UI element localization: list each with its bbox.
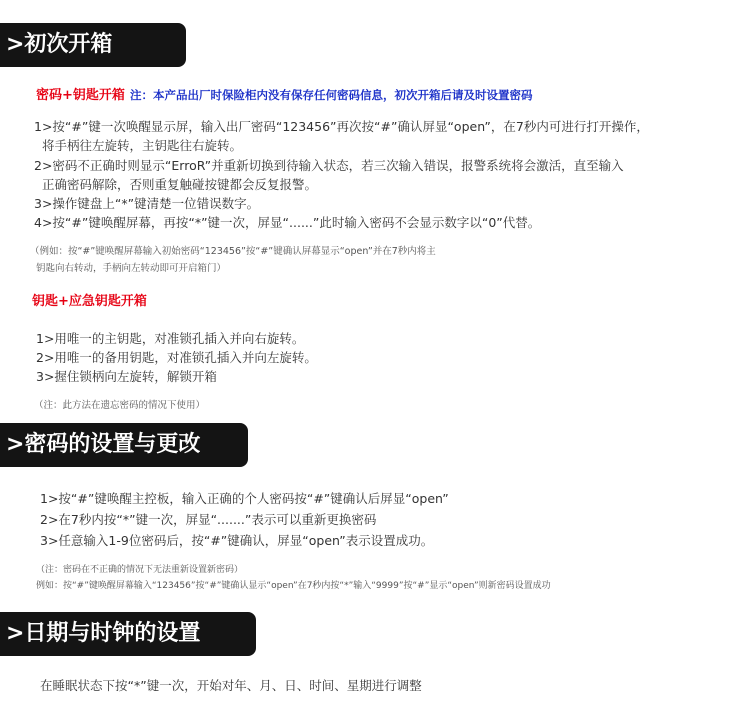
key-note: （注：此方法在遗忘密码的情况下使用）	[34, 400, 206, 411]
setting-example: 例如：按“#”键唤醒屏幕输入“123456”按“#”键确认显示“open”在7秒内按“*”输入“9999”按“#”显示“open”则新密码设置成功	[36, 581, 551, 591]
subtitle-password-key	[36, 84, 533, 103]
section-title: >日期与时钟的设置	[6, 621, 201, 646]
section-banner-date-clock	[0, 612, 256, 656]
key-line: 1>用唯一的主钥匙，对准锁孔插入并向右旋转。	[36, 331, 305, 346]
key-line: 2>用唯一的备用钥匙，对准锁孔插入并向左旋转。	[36, 350, 317, 365]
section-banner-first-open	[0, 23, 186, 67]
setting-line: 1>按“#”键唤醒主控板，输入正确的个人密码按“#”键确认后屏显“open”	[40, 491, 449, 506]
section-banner-password-setting	[0, 423, 248, 467]
setting-note: （注：密码在不正确的情况下无法重新设置新密码）	[36, 565, 244, 575]
instruction-line: 3>操作键盘上“*”键清楚一位错误数字。	[34, 196, 260, 211]
instruction-line: 正确密码解除，否则重复触碰按键都会反复报警。	[42, 177, 318, 192]
instruction-line: 4>按“#”键唤醒屏幕，再按“*”键一次，屏显“......”此时输入密码不会显示数字以“0”代替。	[34, 215, 541, 230]
key-line: 3>握住锁柄向左旋转，解锁开箱	[36, 369, 217, 384]
subtitle-key-emergency: 钥匙+应急钥匙开箱	[32, 294, 147, 309]
example-line: 钥匙向右转动，手柄向左转动即可开启箱门）	[36, 263, 227, 274]
section-title: >密码的设置与更改	[6, 432, 201, 457]
setting-line: 3>任意输入1-9位密码后，按“#”键确认，屏显“open”表示设置成功。	[40, 533, 434, 548]
instruction-line: 将手柄往左旋转，主钥匙往右旋转。	[42, 138, 243, 153]
example-line: （例如：按“#”键唤醒屏幕输入初始密码“123456”按“#”键确认屏幕显示“open”并在7秒内将主	[30, 246, 436, 257]
instruction-line: 2>密码不正确时则显示“ErroR”并重新切换到待输入状态，若三次输入错误，报警系统将会激活，直至输入	[34, 158, 624, 173]
date-line: 在睡眠状态下按“*”键一次，开始对年、月、日、时间、星期进行调整	[40, 678, 422, 693]
section-title: >初次开箱	[6, 32, 113, 57]
setting-line: 2>在7秒内按“*”键一次，屏显“.......”表示可以重新更换密码	[40, 512, 377, 527]
subtitle-label: 密码+钥匙开箱	[36, 88, 125, 103]
subtitle-note: 注：本产品出厂时保险柜内没有保存任何密码信息，初次开箱后请及时设置密码	[130, 88, 533, 102]
instruction-line: 1>按“#”键一次唤醒显示屏，输入出厂密码“123456”再次按“#”确认屏显“open”，在7秒内可进行打开操作，	[34, 119, 649, 134]
